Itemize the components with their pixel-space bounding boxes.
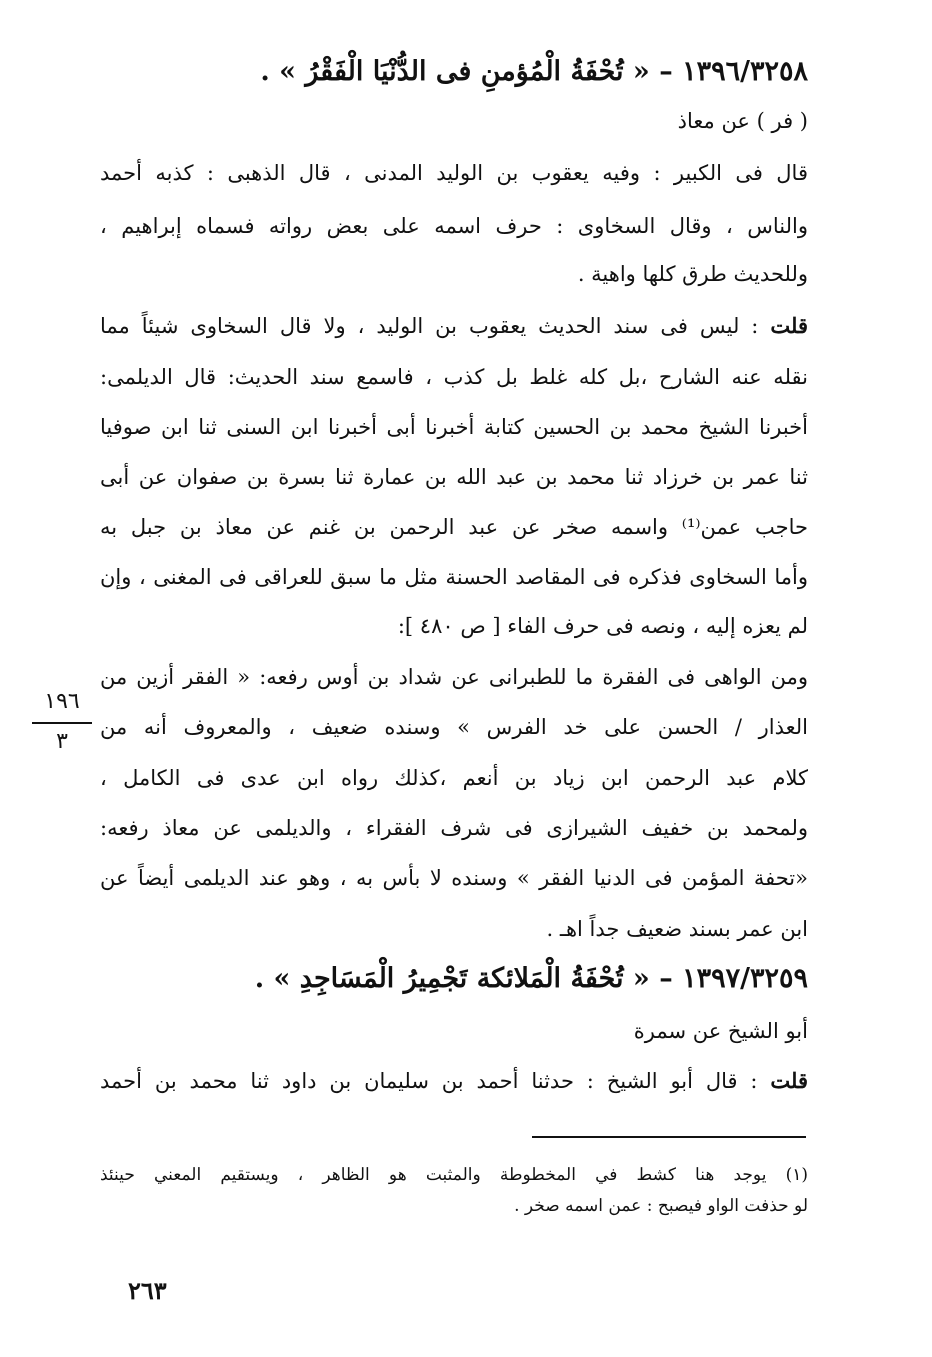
body-line: لم يعزه إليه ، ونصه فى حرف الفاء [ ص ٤٨٠ ]: <box>397 614 808 638</box>
body-line: ابن عمر بسند ضعيف جداً اهـ . <box>546 917 808 941</box>
footnote-line: (١) يوجد هنا كشط في المخطوطة والمثبت هو الظاهر ، ويستقيم المعني حينئذ <box>100 1165 808 1185</box>
margin-ref-bottom: ٣ <box>56 729 68 754</box>
margin-ref-divider <box>32 722 92 724</box>
commentary-line: قال فى الكبير : وفيه يعقوب بن الوليد المدنى ، قال الذهبى : كذبه أحمد <box>100 161 808 185</box>
body-line: «تحفة المؤمن فى الدنيا الفقر » وسنده لا بأس به ، وهو عند الديلمى أيضاً عن <box>100 866 808 890</box>
commentary-line: والناس ، وقال السخاوى : حرف اسمه على بعض رواته فسماه إبراهيم ، <box>100 214 808 238</box>
qult-line <box>100 311 808 341</box>
body-line: نقله عنه الشارح ،بل كله غلط بل كذب ، فاسمع سند الحديث: قال الديلمى: <box>100 365 808 389</box>
body-line: أخبرنا الشيخ محمد بن الحسين كتابة أخبرنا أبى أخبرنا ابن السنى ثنا ابن صوفيا <box>100 415 808 439</box>
margin-reference <box>28 688 96 756</box>
commentary-line: وللحديث طرق كلها واهية . <box>577 262 808 286</box>
body-line: وأما السخاوى فذكره فى المقاصد الحسنة مثل ما سبق للعراقى فى المغنى ، وإن <box>100 565 808 589</box>
entry-source: ( فر ) عن معاذ <box>677 109 808 133</box>
qult-label: قلت <box>770 1068 808 1093</box>
entry-heading: ١٣٩٦/٣٢٥٨ – « تُحْفَةُ الْمُؤمنِ فى الدُّنْيَا الْفَقْرُ » . <box>260 56 808 87</box>
body-line: ثنا عمر بن خرزاد ثنا محمد بن عبد الله بن عمارة ثنا بسرة بن صفوان عن أبى <box>100 465 808 489</box>
entry-heading: ١٣٩٧/٣٢٥٩ – « تُحْفَةُ الْمَلائكة تَجْمِيرُ الْمَسَاجِدِ » . <box>254 963 808 994</box>
qult-line <box>100 1066 808 1096</box>
qult-text: : ليس فى سند الحديث يعقوب بن الوليد ، ولا قال السخاوى شيئاً مما <box>100 314 759 338</box>
entry-source: أبو الشيخ عن سمرة <box>633 1019 808 1043</box>
body-line: حاجب عمن⁽¹⁾ واسمه صخر عن عبد الرحمن بن غنم عن معاذ بن جبل به <box>100 515 808 539</box>
page-number: ٢٦٣ <box>128 1276 167 1305</box>
body-line: العذار / الحسن على خد الفرس » وسنده ضعيف ، والمعروف أنه من <box>100 715 808 739</box>
body-line: كلام عبد الرحمن ابن زياد بن أنعم ،كذلك رواه ابن عدى فى الكامل ، <box>100 766 808 790</box>
footnote-rule <box>532 1136 806 1138</box>
qult-text: : قال أبو الشيخ : حدثنا أحمد بن سليمان بن داود ثنا محمد بن أحمد <box>100 1069 758 1093</box>
margin-ref-top: ١٩٦ <box>44 689 80 714</box>
qult-label: قلت <box>770 313 808 338</box>
body-line: ولمحمد بن خفيف الشيرازى فى شرف الفقراء ، والديلمى عن معاذ رفعه: <box>100 816 808 840</box>
body-line: ومن الواهى فى الفقرة ما للطبرانى عن شداد بن أوس رفعه: « الفقر أزين من <box>100 665 808 689</box>
footnote-line: لو حذفت الواو فيصبح : عمن اسمه صخر . <box>514 1196 808 1216</box>
